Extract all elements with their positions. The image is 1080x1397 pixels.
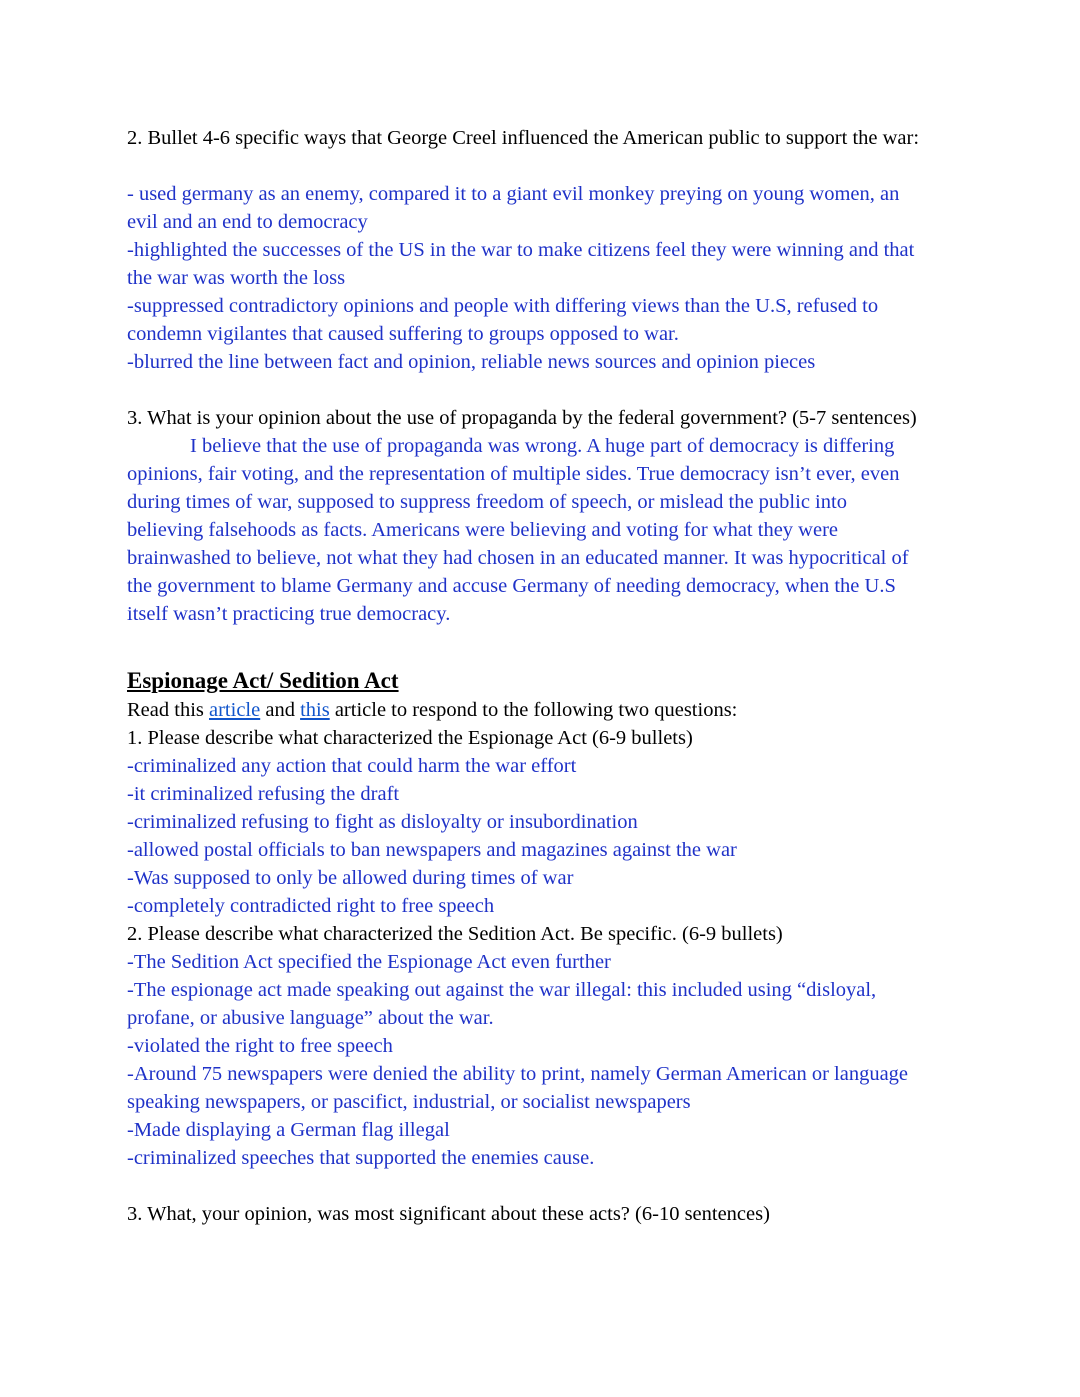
- intro-text: Read this: [127, 699, 209, 721]
- section-intro: [127, 696, 957, 724]
- question-significance-prompt: 3. What, your opinion, was most significant about these acts? (6-10 sentences): [127, 1203, 770, 1225]
- answer-line[interactable]: during times of war, supposed to suppress freedom of speech, or mislead the public into: [127, 491, 847, 513]
- answer-line[interactable]: -violated the right to free speech: [127, 1035, 393, 1057]
- this-article-link[interactable]: this: [300, 699, 330, 721]
- intro-text: article to respond to the following two questions:: [329, 699, 738, 721]
- answer-line[interactable]: -Around 75 newspapers were denied the ability to print, namely German American or language: [127, 1063, 909, 1085]
- answer-line[interactable]: the government to blame Germany and accuse Germany of needing democracy, when the U.S: [127, 575, 896, 597]
- answer-line[interactable]: opinions, fair voting, and the representation of multiple sides. True democracy isn’t ever, even: [127, 463, 900, 485]
- answer-line[interactable]: brainwashed to believe, not what they had chosen in an educated manner. It was hypocritical of: [127, 547, 909, 569]
- answer-line[interactable]: I believe that the use of propaganda was wrong. A huge part of democracy is differing: [190, 435, 895, 457]
- question-propaganda-prompt: 3. What is your opinion about the use of propaganda by the federal government? (5-7 sentences): [127, 407, 917, 429]
- spacer: [127, 376, 957, 404]
- answer-line[interactable]: -Was supposed to only be allowed during times of war: [127, 867, 574, 889]
- answer-line[interactable]: itself wasn’t practicing true democracy.: [127, 603, 451, 625]
- section-heading: Espionage Act/ Sedition Act: [127, 668, 399, 693]
- article-link[interactable]: article: [209, 699, 261, 721]
- answer-line[interactable]: -blurred the line between fact and opinion, reliable news sources and opinion pieces: [127, 351, 816, 373]
- intro-text: and: [260, 699, 301, 721]
- question-creel-prompt: 2. Bullet 4-6 specific ways that George Creel influenced the American public to support the war:: [127, 127, 920, 149]
- answer-line[interactable]: -suppressed contradictory opinions and people with differing views than the U.S, refused to: [127, 295, 879, 317]
- answer-line[interactable]: condemn vigilantes that caused suffering to groups opposed to war.: [127, 323, 679, 345]
- answer-line[interactable]: believing falsehoods as facts. Americans were believing and voting for what they were: [127, 519, 839, 541]
- question-sedition-prompt: 2. Please describe what characterized the Sedition Act. Be specific. (6-9 bullets): [127, 923, 783, 945]
- answer-line[interactable]: the war was worth the loss: [127, 267, 346, 289]
- answer-line[interactable]: -it criminalized refusing the draft: [127, 783, 400, 805]
- answer-line[interactable]: -criminalized any action that could harm the war effort: [127, 755, 577, 777]
- answer-line[interactable]: evil and an end to democracy: [127, 211, 368, 233]
- spacer: [127, 628, 957, 656]
- answer-line[interactable]: -The espionage act made speaking out against the war illegal: this included using “disloyal,: [127, 979, 877, 1001]
- answer-line[interactable]: -criminalized speeches that supported the enemies cause.: [127, 1147, 595, 1169]
- spacer: [127, 1172, 957, 1200]
- answer-line[interactable]: -criminalized refusing to fight as disloyalty or insubordination: [127, 811, 638, 833]
- document-page: [127, 124, 957, 1228]
- spacer: [127, 152, 957, 180]
- answer-line[interactable]: speaking newspapers, or pascifict, industrial, or socialist newspapers: [127, 1091, 691, 1113]
- question-espionage-prompt: 1. Please describe what characterized the Espionage Act (6-9 bullets): [127, 727, 693, 749]
- answer-line[interactable]: -The Sedition Act specified the Espionage Act even further: [127, 951, 611, 973]
- answer-line[interactable]: -completely contradicted right to free speech: [127, 895, 495, 917]
- answer-line[interactable]: -highlighted the successes of the US in the war to make citizens feel they were winning and that: [127, 239, 915, 261]
- answer-line[interactable]: -Made displaying a German flag illegal: [127, 1119, 450, 1141]
- answer-line[interactable]: -allowed postal officials to ban newspapers and magazines against the war: [127, 839, 737, 861]
- answer-line[interactable]: - used germany as an enemy, compared it to a giant evil monkey preying on young women, an: [127, 183, 900, 205]
- answer-line[interactable]: profane, or abusive language” about the war.: [127, 1007, 494, 1029]
